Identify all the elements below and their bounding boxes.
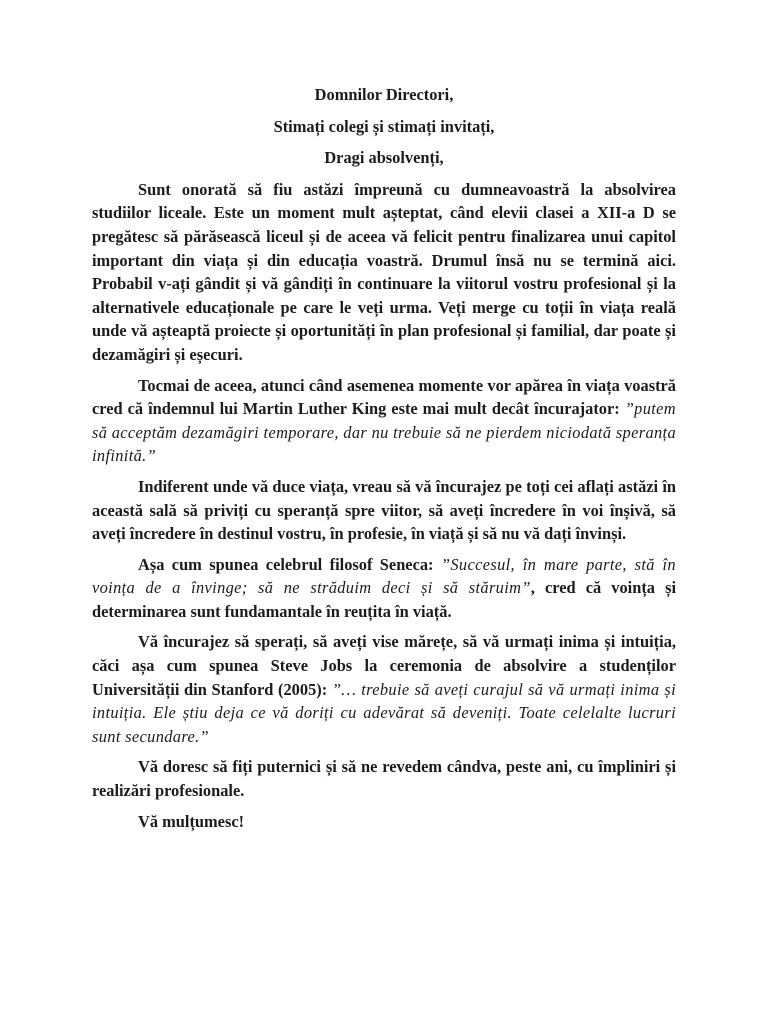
paragraph-mlk bbox=[92, 374, 676, 468]
paragraph-intro: Sunt onorată să fiu astăzi împreună cu dumneavoastră la absolvirea studiilor liceale. Este un moment mult așteptat, când elevii clasei a XII-a D se pregătesc să părăsească liceul și de aceea vă felicit pentru finalizarea unui capitol important din viața și din educația voastră. Drumul însă nu se termină aici. Probabil v-ați gândit și vă gândiți în continuare la viitorul vostru profesional și la alternativele educaționale pe care le veți urma. Veți merge cu toții în viața reală unde vă așteaptă proiecte și oportunități în plan profesional și familial, dar poate și dezamăgiri și eșecuri. bbox=[92, 179, 676, 364]
paragraph-seneca-text: Așa cum spunea celebrul filosof Seneca: bbox=[138, 554, 434, 574]
salutation-directors: Domnilor Directori, bbox=[314, 85, 454, 104]
paragraph-wishes: Vă doresc să fiți puternici și să ne revedem cândva, peste ani, cu împliniri și realizări profesionale. bbox=[92, 757, 676, 801]
speech-document bbox=[92, 83, 676, 840]
paragraph-jobs bbox=[92, 630, 676, 748]
quote-seneca: ”Succesul, în mare parte, stă în voința de a învinge; să ne străduim deci și să stăruim” bbox=[92, 554, 676, 598]
paragraph-jobs-text: Vă încurajez să sperați, să aveți vise mărețe, să vă urmați inima și intuiția, căci așa cum spunea Steve Jobs la ceremonia de absolvire a studenților Universității din Stanford (2005): bbox=[92, 632, 676, 699]
quote-jobs: ”… trebuie să aveți curajul să vă urmați inima și intuiția. Ele știu deja ce vă doriți cu adevărat să deveniți. Toate celelalte lucruri sunt secundare.” bbox=[92, 679, 676, 746]
quote-mlk: ”putem să acceptăm dezamăgiri temporare, dar nu trebuie să ne pierdem niciodată speranța infinită.” bbox=[92, 399, 676, 466]
salutation-graduates: Dragi absolvenți, bbox=[324, 148, 444, 168]
closing-thanks: Vă mulțumesc! bbox=[138, 811, 245, 831]
paragraph-encouragement: Indiferent unde vă duce viața, vreau să vă încurajez pe toți cei aflați astăzi în această sală să priviți cu speranță spre viitor, să aveți încredere în voi înșivă, să aveți încredere în destinul vostru, în profesie, în viață și să nu vă dați învinși. bbox=[92, 476, 676, 544]
paragraph-seneca-after: , cred că voința și determinarea sunt fundamantale în reuțita în viață. bbox=[92, 578, 676, 621]
salutation-colleagues: Stimați colegi și stimați invitați, bbox=[273, 116, 495, 136]
paragraph-seneca bbox=[92, 553, 676, 624]
paragraph-mlk-text: Tocmai de aceea, atunci când asemenea momente vor apărea în viața voastră cred că îndemnul lui Martin Luther King este mai mult decât încurajator: bbox=[92, 375, 676, 419]
